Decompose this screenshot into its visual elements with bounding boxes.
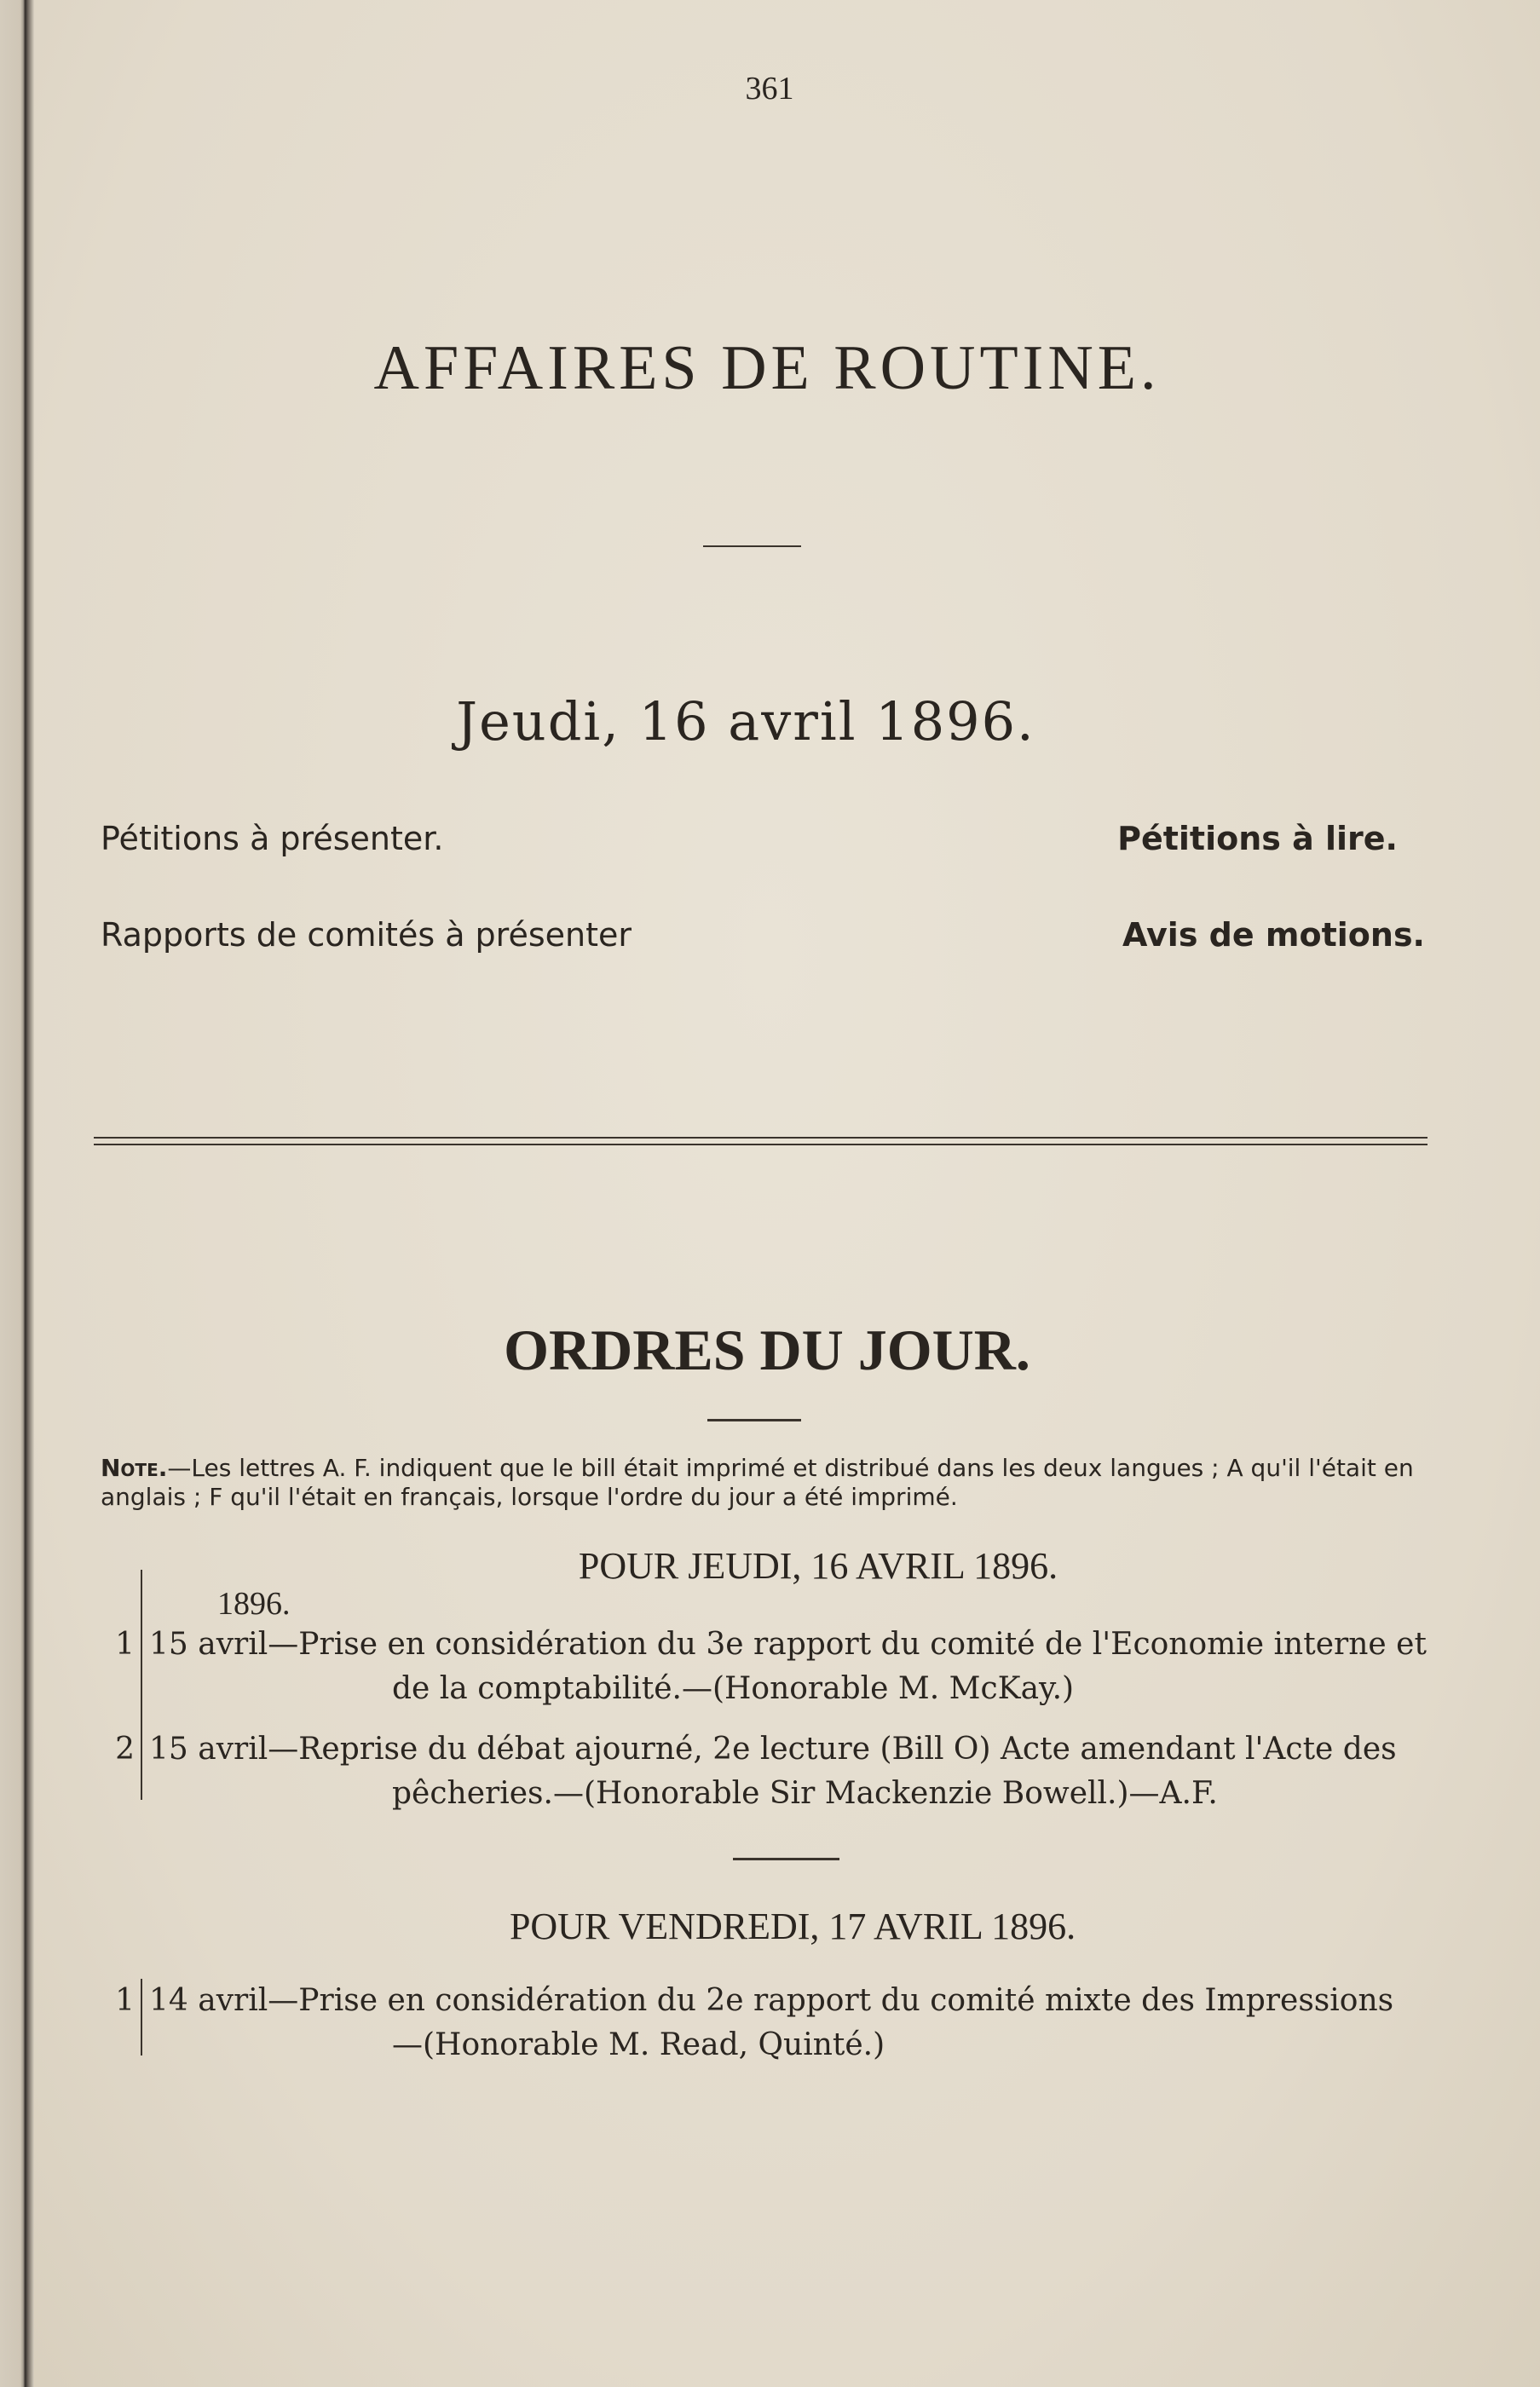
order-item-line1: —Prise en considération du 3e rapport du comité de l'Economie interne et bbox=[268, 1627, 1427, 1662]
section-heading-friday: POUR VENDREDI, 17 AVRIL 1896. bbox=[509, 1906, 1076, 1947]
year-label: 1896. bbox=[217, 1586, 291, 1622]
order-item-number: 1 bbox=[115, 1983, 135, 2018]
note-text: —Les lettres A. F. indiquent que le bill était imprimé et distribué dans les deux langues ; A qu'il l'était en anglais ; F qu'il l'était en français, lorsque l'ordre du jour a été imprimé. bbox=[101, 1454, 1414, 1511]
date-heading: Jeudi, 16 avril 1896. bbox=[456, 690, 1035, 752]
title-divider bbox=[703, 545, 801, 547]
order-item-text bbox=[149, 1623, 1445, 1711]
orders-title: ORDRES DU JOUR. bbox=[504, 1317, 1030, 1382]
notices-of-motion: Avis de motions. bbox=[1122, 916, 1425, 954]
order-item-number: 2 bbox=[115, 1732, 135, 1767]
order-item-line2: pêcheries.—(Honorable Sir Mackenzie Bowell.)—A.F. bbox=[392, 1776, 1218, 1811]
note-label: Note. bbox=[101, 1454, 168, 1482]
order-item bbox=[0, 1727, 1540, 1821]
petitions-to-present: Pétitions à présenter. bbox=[101, 820, 444, 857]
printing-note bbox=[101, 1454, 1430, 1512]
main-title: AFFAIRES DE ROUTINE. bbox=[373, 333, 1161, 403]
section-heading-thursday: POUR JEUDI, 16 AVRIL 1896. bbox=[578, 1545, 1058, 1587]
orders-divider bbox=[707, 1419, 801, 1421]
order-item-line1: —Reprise du débat ajourné, 2e lecture (Bill O) Acte amendant l'Acte des bbox=[268, 1732, 1397, 1767]
page-number: 361 bbox=[745, 71, 794, 107]
order-item-line2: de la comptabilité.—(Honorable M. McKay.) bbox=[392, 1671, 1075, 1706]
order-item-date: 15 avril bbox=[149, 1627, 268, 1662]
section-double-rule bbox=[94, 1137, 1428, 1145]
order-item-text bbox=[149, 1979, 1445, 2067]
order-item bbox=[0, 1623, 1540, 1716]
order-item-text bbox=[149, 1727, 1445, 1816]
order-item-date: 15 avril bbox=[149, 1732, 268, 1767]
order-item-line2: —(Honorable M. Read, Quinté.) bbox=[392, 2027, 885, 2062]
order-item-date: 14 avril bbox=[149, 1983, 268, 2018]
order-item-line1: —Prise en considération du 2e rapport du comité mixte des Impressions bbox=[268, 1983, 1394, 2018]
order-item bbox=[0, 1979, 1540, 2073]
petitions-to-read: Pétitions à lire. bbox=[1117, 820, 1398, 857]
order-item-number: 1 bbox=[115, 1627, 135, 1662]
committee-reports-to-present: Rapports de comités à présenter bbox=[101, 916, 632, 954]
section-divider bbox=[733, 1858, 839, 1860]
